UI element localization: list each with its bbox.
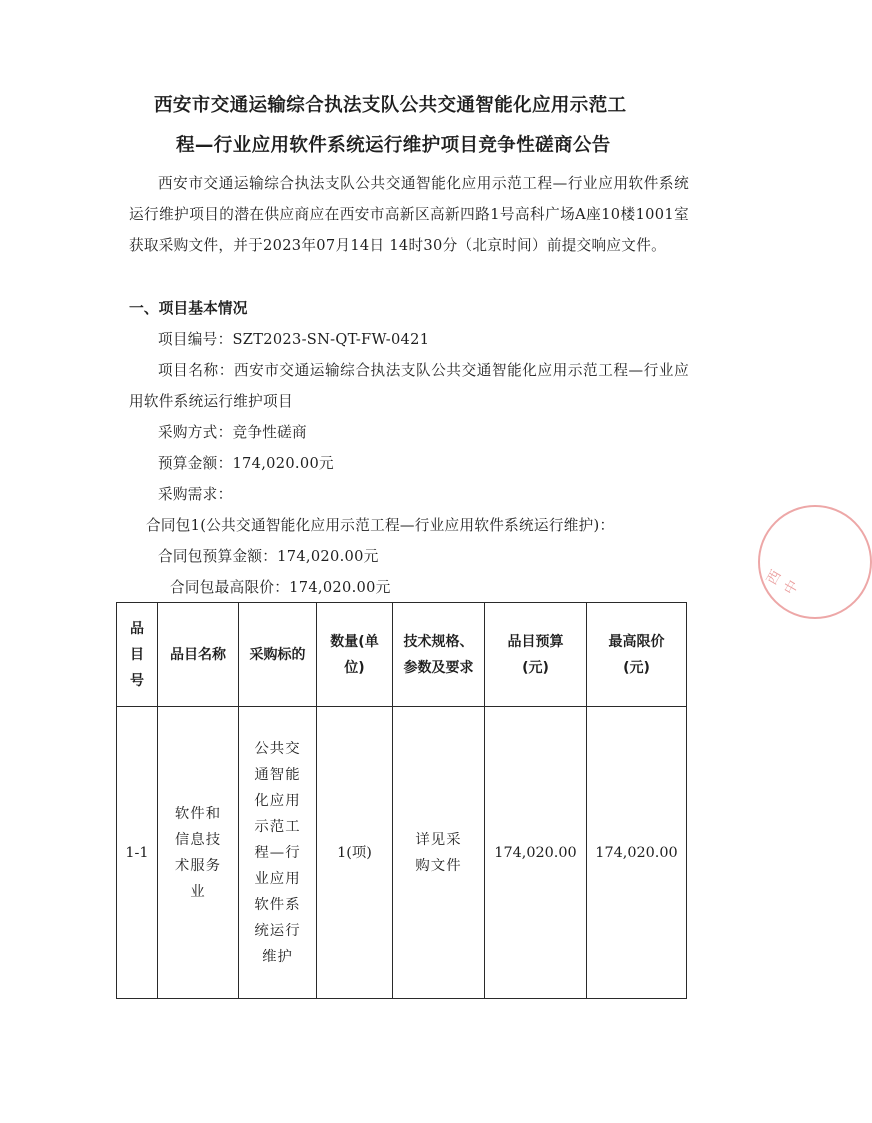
column-header: 品目号 [117,603,158,707]
table-row [117,707,687,999]
column-header: 数量(单位) [317,603,393,707]
project-number: 项目编号：SZT2023-SN-QT-FW-0421 [158,331,430,348]
contract-package-max-price: 合同包最高限价：174,020.00元 [170,579,391,596]
contract-package: 合同包1(公共交通智能化应用示范工程—行业应用软件系统运行维护)： [146,517,615,534]
budget-amount: 预算金额：174,020.00元 [158,455,334,472]
cell-item-number: 1-1 [117,707,158,999]
column-header: 品目名称 [158,603,239,707]
table-header-row [117,603,687,707]
column-header: 技术规格、参数及要求 [393,603,485,707]
section-heading-basic-info: 一、项目基本情况 [129,300,248,317]
intro-paragraph: 西安市交通运输综合执法支队公共交通智能化应用示范工程—行业应用软件系统运行维护项目的潜在供应商应在西安市高新区高新四路1号高科广场A座10楼1001室获取采购文件，并于2023年07月14日 14时30分（北京时间）前提交响应文件。 [129,175,689,254]
column-header: 最高限价(元) [587,603,687,707]
cell-category: 软件和信息技术服务业 [158,707,239,999]
column-header: 采购标的 [239,603,317,707]
cell-spec: 详见采购文件 [393,707,485,999]
cell-max-price: 174,020.00 [587,707,687,999]
official-seal [758,505,872,619]
document-title-line-2: 程—行业应用软件系统运行维护项目竞争性磋商公告 [176,135,611,156]
cell-quantity: 1(项) [317,707,393,999]
cell-target: 公共交通智能化应用示范工程—行业应用软件系统运行维护 [239,707,317,999]
contract-package-budget: 合同包预算金额：174,020.00元 [158,548,379,565]
column-header: 品目预算(元) [485,603,587,707]
project-name: 项目名称：西安市交通运输综合执法支队公共交通智能化应用示范工程—行业应用软件系统运行维护项目 [129,362,689,410]
procurement-items-table [116,602,687,999]
procurement-method: 采购方式：竞争性磋商 [158,424,307,441]
procurement-demand-label: 采购需求： [158,486,233,503]
cell-budget: 174,020.00 [485,707,587,999]
official-seal-text: 西 中 [764,567,803,598]
document-title-line-1: 西安市交通运输综合执法支队公共交通智能化应用示范工 [154,95,627,116]
